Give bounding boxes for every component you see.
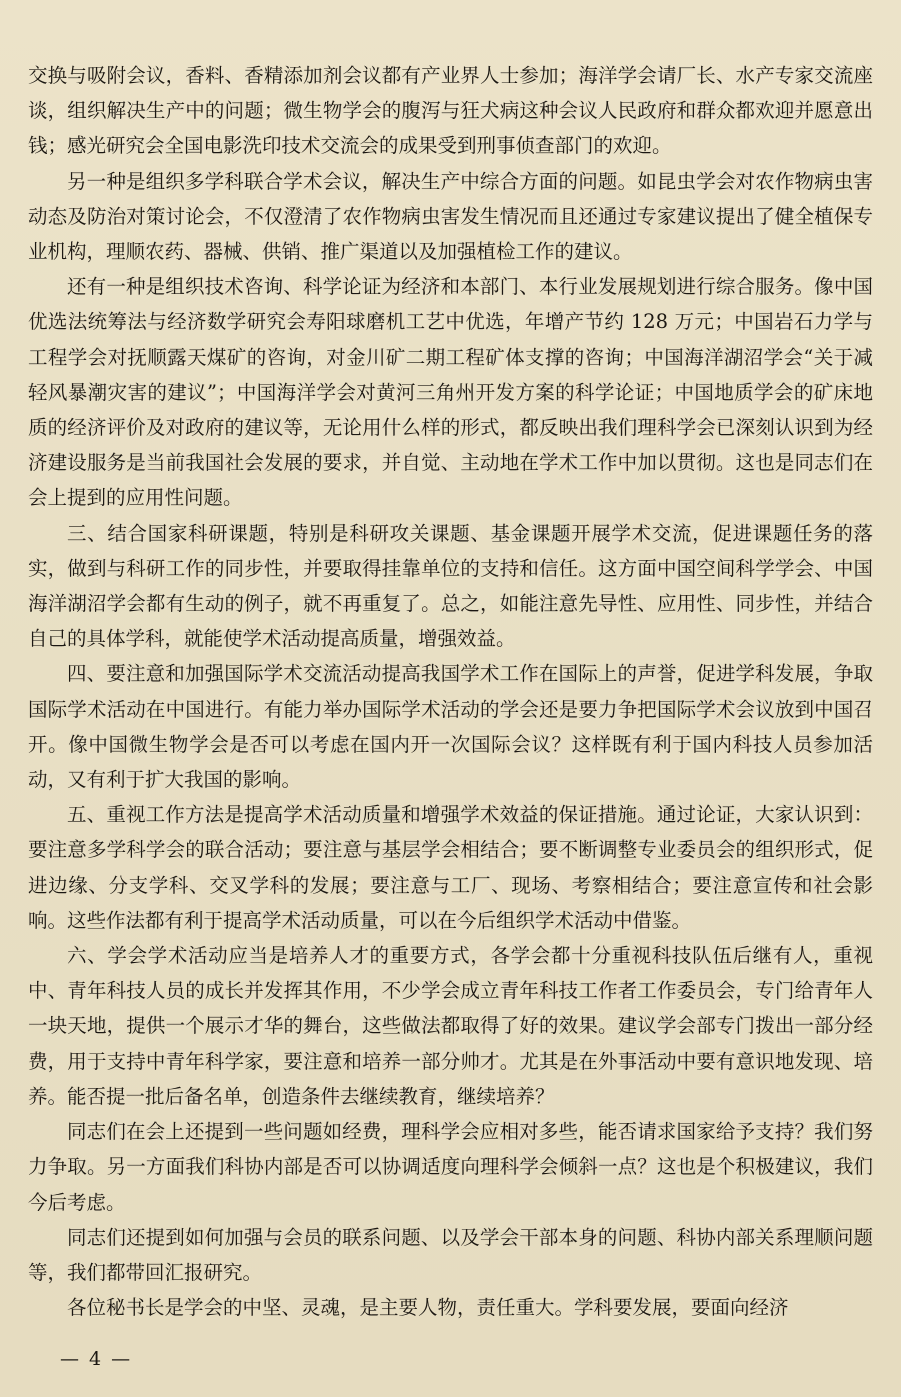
page-number: — 4 — [60,1348,133,1370]
body-text [28,58,873,1325]
paragraph-4: 三、结合国家科研课题，特别是科研攻关课题、基金课题开展学术交流，促进课题任务的落实，做到与科研工作的同步性，并要取得挂靠单位的支持和信任。这方面中国空间科学学会、中国海洋湖沼学会都有生动的例子，就不再重复了。总之，如能注意先导性、应用性、同步性，并结合自己的具体学科，就能使学术活动提高质量，增强效益。 [28,521,873,651]
paragraph-1: 交换与吸附会议，香料、香精添加剂会议都有产业界人士参加；海洋学会请厂长、水产专家交流座谈，组织解决生产中的问题；微生物学会的腹泻与狂犬病这种会议人民政府和群众都欢迎并愿意出钱；感光研究会全国电影洗印技术交流会的成果受到刑事侦查部门的欢迎。 [28,64,873,158]
paragraph-6: 五、重视工作方法是提高学术活动质量和增强学术效益的保证措施。通过论证，大家认识到：要注意多学科学会的联合活动；要注意与基层学会相结合；要不断调整专业委员会的组织形式，促进边缘、分支学科、交叉学科的发展；要注意与工厂、现场、考察相结合；要注意宣传和社会影响。这些作法都有利于提高学术活动质量，可以在今后组织学术活动中借鉴。 [28,803,873,932]
paragraph-5: 四、要注意和加强国际学术交流活动提高我国学术工作在国际上的声誉，促进学科发展，争取国际学术活动在中国进行。有能力举办国际学术活动的学会还是要力争把国际学术会议放到中国召开。像中国微生物学会是否可以考虑在国内开一次国际会议？这样既有利于国内科技人员参加活动，又有利于扩大我国的影响。 [28,662,873,792]
paragraph-9: 同志们还提到如何加强与会员的联系问题、以及学会干部本身的问题、科协内部关系理顺问题等，我们都带回汇报研究。 [28,1225,873,1284]
paragraph-2: 另一种是组织多学科联合学术会议，解决生产中综合方面的问题。如昆虫学会对农作物病虫害动态及防治对策讨论会，不仅澄清了农作物病虫害发生情况而且还通过专家建议提出了健全植保专业机构，理顺农药、器械、供销、推广渠道以及加强植检工作的建议。 [28,169,873,264]
paragraph-3: 还有一种是组织技术咨询、科学论证为经济和本部门、本行业发展规划进行综合服务。像中国优选法统筹法与经济数学研究会寿阳球磨机工艺中优选，年增产节约 128 万元；中国岩石力学与工程学会对抚顺露天煤矿的咨询，对金川矿二期工程矿体支撑的咨询；中国海洋湖沼学会“关于减轻风暴潮灾害的建议”；中国海洋学会对黄河三角州开发方案的科学论证；中国地质学会的矿床地质的经济评价及对政府的建议等，无论用什么样的形式，都反映出我们理科学会已深刻认识到为经济建设服务是当前我国社会发展的要求，并自觉、主动地在学术工作中加以贯彻。这也是同志们在会上提到的应用性问题。 [28,275,873,510]
paragraph-7: 六、学会学术活动应当是培养人才的重要方式，各学会都十分重视科技队伍后继有人，重视中、青年科技人员的成长并发挥其作用，不少学会成立青年科技工作者工作委员会，专门给青年人一块天地，提供一个展示才华的舞台，这些做法都取得了好的效果。建议学会部专门拨出一部分经费，用于支持中青年科学家，要注意和培养一部分帅才。尤其是在外事活动中要有意识地发现、培养。能否提一批后备名单，创造条件去继续教育，继续培养？ [28,944,873,1108]
paragraph-10: 各位秘书长是学会的中坚、灵魂，是主要人物，责任重大。学科要发展，要面向经济 [67,1296,789,1320]
paragraph-8: 同志们在会上还提到一些问题如经费，理科学会应相对多些，能否请求国家给予支持？我们努力争取。另一方面我们科协内部是否可以协调适度向理科学会倾斜一点？这也是个积极建议，我们今后考虑。 [28,1120,873,1214]
